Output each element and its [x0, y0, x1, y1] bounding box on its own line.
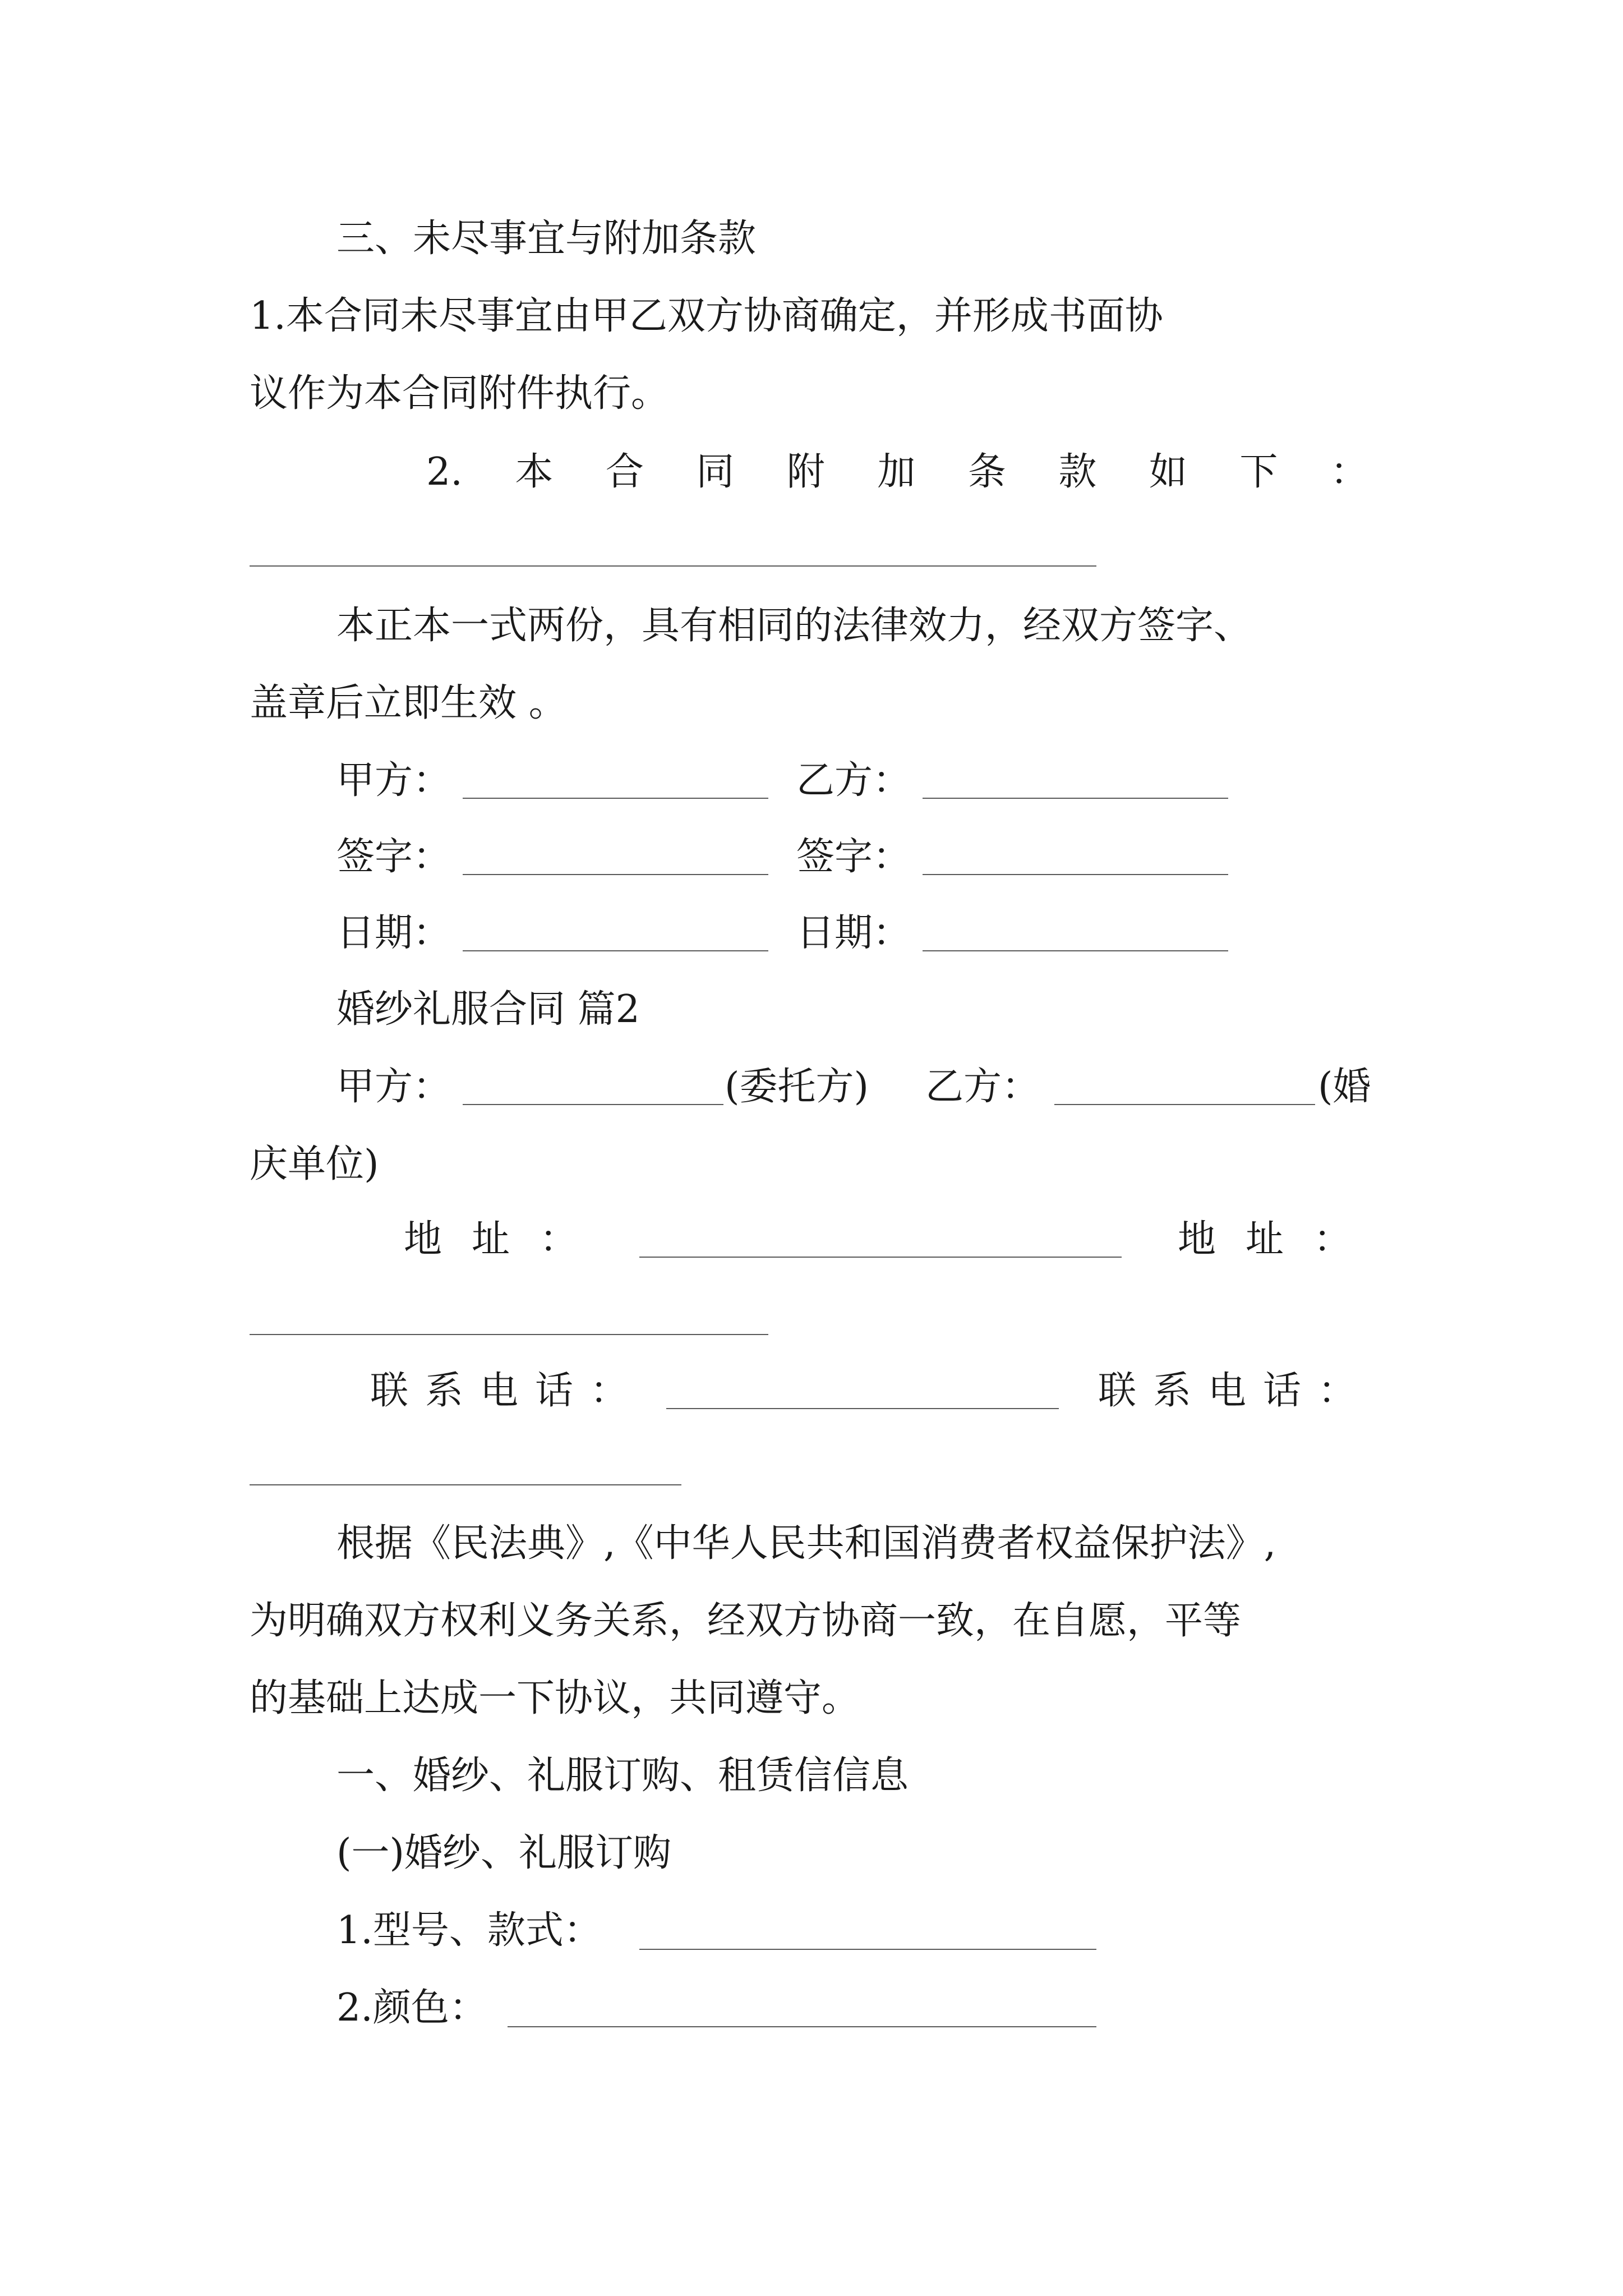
preamble-text: 的基础上达成一下协议，共同遵守。	[250, 1676, 860, 1720]
subsection-heading: (一)婚纱、礼服订购	[336, 1831, 672, 1875]
party-b-label: 乙方：	[925, 1065, 1040, 1109]
section-heading: 三、未尽事宜与附加条款	[336, 217, 757, 261]
spaced-char: 联	[370, 1369, 409, 1413]
party-a-label: 甲方：	[336, 1065, 451, 1109]
sign-b-label: 签字：	[796, 835, 911, 879]
sign-a-blank	[463, 874, 768, 875]
spaced-char: ：	[1313, 1217, 1352, 1262]
spaced-char: 址	[1245, 1217, 1284, 1262]
section-heading: 一、婚纱、礼服订购、租赁信信息	[336, 1754, 909, 1798]
address-label	[404, 1217, 578, 1262]
validity-text: 盖章后立即生效 。	[250, 681, 567, 725]
date-b-blank	[923, 950, 1228, 951]
spaced-char: ：	[589, 1369, 628, 1413]
phone-label	[370, 1369, 628, 1413]
phone-label	[1098, 1369, 1356, 1413]
color-field-label: 2.颜色：	[336, 1986, 487, 2030]
clause-spaced-text	[426, 450, 1368, 494]
spaced-char: 电	[479, 1369, 518, 1413]
spaced-char: 附	[786, 450, 825, 494]
clause-text: 1.本合同未尽事宜由甲乙双方协商确定，并形成书面协	[250, 294, 1163, 338]
address-label	[1178, 1217, 1352, 1262]
spaced-char: 地	[1178, 1217, 1216, 1262]
spaced-char: ：	[1317, 1369, 1356, 1413]
preamble-text: 为明确双方权利义务关系，经双方协商一致，在自愿，平等	[250, 1599, 1242, 1643]
blank-line	[250, 565, 1096, 567]
date-a-blank	[463, 950, 768, 951]
sign-a-label: 签字：	[336, 835, 451, 879]
validity-text: 本正本一式两份，具有相同的法律效力，经双方签字、	[336, 604, 1252, 648]
spaced-char: 联	[1098, 1369, 1137, 1413]
spaced-char: 话	[1262, 1369, 1301, 1413]
party-a-blank	[463, 1104, 723, 1105]
spaced-char: ：	[539, 1217, 578, 1262]
spaced-char: 同	[696, 450, 735, 494]
spaced-char: 加	[877, 450, 916, 494]
party-a-blank	[463, 798, 768, 799]
model-blank	[639, 1949, 1096, 1950]
spaced-char: 条	[967, 450, 1006, 494]
phone-blank	[250, 1484, 681, 1485]
date-a-label: 日期：	[336, 911, 451, 955]
spaced-char: 如	[1149, 450, 1187, 494]
color-blank	[508, 2026, 1096, 2027]
party-b-role: (婚	[1318, 1065, 1371, 1109]
model-field-label: 1.型号、款式：	[336, 1908, 602, 1953]
date-b-label: 日期：	[796, 911, 911, 955]
clause-text: 议作为本合同附件执行。	[250, 371, 670, 416]
party-b-blank	[1054, 1104, 1315, 1105]
spaced-char: ：	[1330, 450, 1368, 494]
spaced-char: 地	[404, 1217, 442, 1262]
party-b-role: 庆单位)	[250, 1142, 379, 1186]
spaced-char: 本	[515, 450, 554, 494]
preamble-text: 根据《民法典》,《中华人民共和国消费者权益保护法》,	[336, 1521, 1276, 1566]
spaced-char: 址	[471, 1217, 510, 1262]
phone-blank	[666, 1408, 1059, 1409]
spaced-char: 电	[1207, 1369, 1246, 1413]
address-blank	[250, 1334, 768, 1335]
spaced-char: 款	[1058, 450, 1097, 494]
party-a-role: (委托方)	[725, 1065, 869, 1109]
address-blank	[639, 1257, 1122, 1258]
spaced-char: 系	[1152, 1369, 1191, 1413]
contract-title: 婚纱礼服合同 篇2	[336, 987, 640, 1032]
party-b-label: 乙方：	[796, 758, 911, 803]
spaced-char: 下	[1239, 450, 1278, 494]
sign-b-blank	[923, 874, 1228, 875]
party-a-label: 甲方：	[336, 758, 451, 803]
spaced-char: 系	[425, 1369, 463, 1413]
spaced-char: 合	[605, 450, 644, 494]
spaced-char: 2.	[426, 450, 463, 494]
party-b-blank	[923, 798, 1228, 799]
spaced-char: 话	[534, 1369, 573, 1413]
